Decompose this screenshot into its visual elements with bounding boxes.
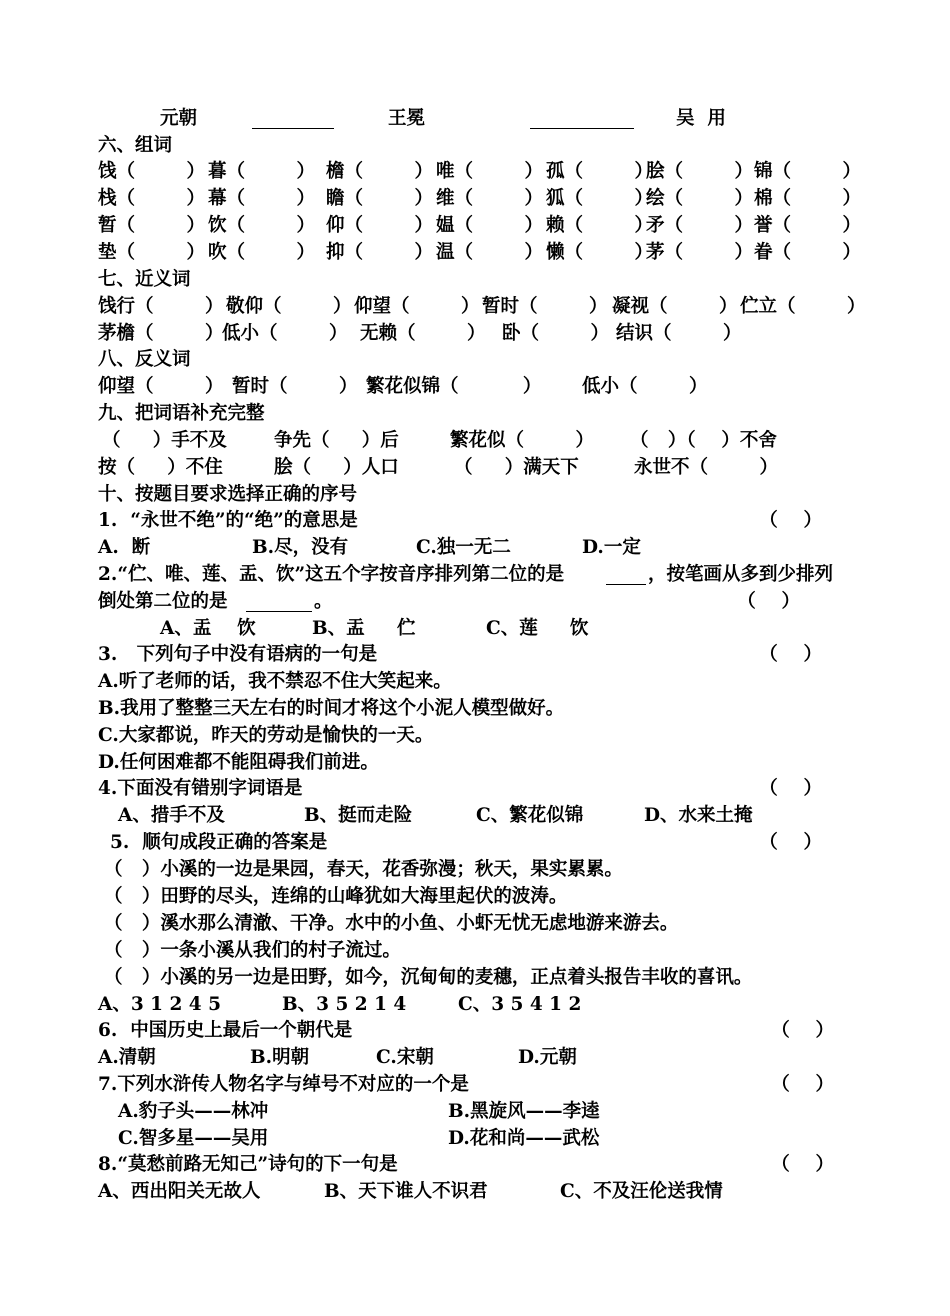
option[interactable]: B.黑旋风——李逵: [448, 1101, 600, 1122]
q4-answer-paren[interactable]: （ ）: [759, 778, 822, 799]
option[interactable]: A、盂 饮: [160, 618, 256, 639]
q6-stem-line: [98, 1018, 862, 1044]
option[interactable]: A. 断: [98, 537, 151, 558]
sec6-cell[interactable]: 誉（ ）: [754, 215, 862, 236]
q2-stem-line-1: [98, 562, 870, 588]
sec9-cell[interactable]: 脍（ ）人口: [274, 457, 399, 478]
q7-stem: 7.下列水浒传人物名字与绰号不对应的一个是: [98, 1074, 469, 1095]
option[interactable]: B.尽，没有: [252, 537, 349, 558]
sec7-cell[interactable]: 茅檐（ ）: [98, 323, 224, 344]
q3-answer-paren[interactable]: （ ）: [759, 644, 822, 665]
q2-stem-c: 倒处第二位的是: [98, 591, 228, 612]
q4-stem-line: [98, 776, 862, 802]
q5-stem: 5. 顺句成段正确的答案是: [110, 832, 328, 853]
option[interactable]: B.明朝: [250, 1047, 310, 1068]
sec6-cell[interactable]: 媪（ ）: [436, 215, 544, 236]
q3-option-d[interactable]: D.任何困难都不能阻碍我们前进。: [98, 752, 379, 773]
q5-sentence[interactable]: （ ）小溪的另一边是田野，如今，沉甸甸的麦穗，正点着头报告丰收的喜讯。: [104, 967, 753, 988]
q1-answer-paren[interactable]: （ ）: [759, 510, 822, 531]
option[interactable]: A、西出阳关无故人: [98, 1181, 261, 1202]
sec6-cell[interactable]: 赖（ ）: [546, 215, 654, 236]
option[interactable]: C.宋朝: [376, 1047, 434, 1068]
q1-stem-line: [98, 508, 862, 534]
q3-option-c[interactable]: C.大家都说，昨天的劳动是愉快的一天。: [98, 725, 434, 746]
sec9-row-1: [98, 428, 862, 454]
q4-stem: 4.下面没有错别字词语是: [98, 778, 303, 799]
sec6-cell[interactable]: 瞻（ ）: [326, 188, 434, 209]
sec7-cell[interactable]: 暂时（ ）: [482, 296, 608, 317]
sec6-cell[interactable]: 绘（ ）: [646, 188, 754, 209]
q5-answer-paren[interactable]: （ ）: [759, 832, 822, 853]
sec6-row-4: [98, 240, 862, 266]
option[interactable]: A.豹子头——林冲: [118, 1101, 269, 1122]
option[interactable]: B、3 5 2 1 4: [282, 994, 407, 1015]
q3-stem: 3. 下列句子中没有语病的一句是: [98, 644, 378, 665]
option[interactable]: C、不及汪伦送我情: [560, 1181, 723, 1202]
q5-stem-line: [98, 830, 862, 856]
option[interactable]: C.独一无二: [416, 537, 511, 558]
sec7-cell[interactable]: 低小（ ）: [222, 323, 348, 344]
sec6-cell[interactable]: 狐（ ）: [546, 188, 654, 209]
option[interactable]: C、莲 饮: [486, 618, 589, 639]
sec7-cell[interactable]: 伫立（ ）: [740, 296, 866, 317]
sec6-cell[interactable]: 暮（ ）: [208, 161, 316, 182]
q7-stem-line: [98, 1072, 862, 1098]
q2-stem-b: ，按笔画从多到少排列: [648, 564, 834, 585]
q5-sentence[interactable]: （ ）一条小溪从我们的村子流过。: [104, 940, 401, 961]
section-6-title: 六、组词: [98, 135, 173, 156]
sec7-cell[interactable]: 无赖（ ）: [360, 323, 486, 344]
q7-options-row-1: [98, 1099, 862, 1125]
sec6-cell[interactable]: 维（ ）: [436, 188, 544, 209]
option[interactable]: C、繁花似锦: [476, 805, 584, 826]
sec7-cell[interactable]: 敬仰（ ）: [226, 296, 352, 317]
sec6-cell[interactable]: 栈（ ）: [98, 188, 206, 209]
sec7-cell[interactable]: 凝视（ ）: [612, 296, 738, 317]
option[interactable]: D.元朝: [518, 1047, 577, 1068]
top-row: [98, 106, 862, 132]
q3-option-a[interactable]: A.听了老师的话，我不禁忍不住大笑起来。: [98, 671, 452, 692]
option[interactable]: A、3 1 2 4 5: [98, 994, 221, 1015]
sec6-cell[interactable]: 抑（ ）: [326, 242, 434, 263]
sec6-cell[interactable]: 茅（ ）: [646, 242, 754, 263]
sec6-cell[interactable]: 眷（ ）: [754, 242, 862, 263]
section-8-title: 八、反义词: [98, 349, 191, 370]
option[interactable]: D.一定: [582, 537, 641, 558]
sec6-row-2: [98, 186, 862, 212]
sec6-cell[interactable]: 饯（ ）: [98, 161, 206, 182]
q1-stem: 1. “永世不绝”的“绝”的意思是: [98, 510, 358, 531]
sec8-cell[interactable]: 仰望（ ）: [98, 376, 224, 397]
sec6-cell[interactable]: 孤（ ）: [546, 161, 654, 182]
sec6-cell[interactable]: 垫（ ）: [98, 242, 206, 263]
option[interactable]: A.清朝: [98, 1047, 156, 1068]
sec8-cell[interactable]: 暂时（ ）: [232, 376, 358, 397]
q2-stem-a: 2.“伫、唯、莲、盂、饮”这五个字按音序排列第二位的是: [98, 564, 565, 585]
sec9-row-2: [98, 455, 862, 481]
sec6-cell[interactable]: 矛（ ）: [646, 215, 754, 236]
sec6-cell[interactable]: 仰（ ）: [326, 215, 434, 236]
sec6-cell[interactable]: 唯（ ）: [436, 161, 544, 182]
sec6-cell[interactable]: 檐（ ）: [326, 161, 434, 182]
sec6-row-1: [98, 159, 862, 185]
q8-stem: 8.“莫愁前路无知己”诗句的下一句是: [98, 1154, 398, 1175]
sec6-cell[interactable]: 懒（ ）: [546, 242, 654, 263]
top-item-wuyong: 吴 用: [676, 108, 726, 129]
sec9-cell[interactable]: （ ）手不及: [102, 430, 227, 451]
q2-options: [98, 616, 862, 642]
sec7-cell[interactable]: 结识（ ）: [616, 323, 742, 344]
q5-sentence[interactable]: （ ）田野的尽头，连绵的山峰犹如大海里起伏的波涛。: [104, 886, 568, 907]
top-item-yuanchao: 元朝: [160, 108, 198, 129]
sec7-row-2: [98, 321, 862, 347]
q6-answer-paren[interactable]: （ ）: [771, 1020, 834, 1041]
q7-answer-paren[interactable]: （ ）: [771, 1074, 834, 1095]
sec6-cell[interactable]: 幕（ ）: [208, 188, 316, 209]
sec6-cell[interactable]: 脍（ ）: [646, 161, 754, 182]
q5-sentence[interactable]: （ ）溪水那么清澈、干净。水中的小鱼、小虾无忧无虑地游来游去。: [104, 913, 679, 934]
section-7-title: 七、近义词: [98, 269, 191, 290]
option[interactable]: B、天下谁人不识君: [324, 1181, 488, 1202]
q3-option-b[interactable]: B.我用了整整三天左右的时间才将这个小泥人模型做好。: [98, 698, 565, 719]
q2-stem-d: 。: [314, 591, 333, 612]
option[interactable]: C.智多星——吴用: [118, 1128, 269, 1149]
q1-options: [98, 535, 862, 561]
q8-options: [98, 1179, 862, 1205]
q5-sentence[interactable]: （ ）小溪的一边是果园，春天，花香弥漫；秋天，果实累累。: [104, 859, 623, 880]
q2-stem-line-2: [98, 589, 862, 615]
option[interactable]: B、挺而走险: [304, 805, 413, 826]
sec8-row-1: [98, 374, 862, 400]
q4-options: [98, 803, 862, 829]
sec7-row-1: [98, 294, 866, 320]
section-9-title: 九、把词语补充完整: [98, 403, 265, 424]
q6-options: [98, 1045, 862, 1071]
q5-options: [98, 992, 862, 1018]
sec6-cell[interactable]: 暂（ ）: [98, 215, 206, 236]
sec7-cell[interactable]: 饯行（ ）: [98, 296, 224, 317]
sec8-cell[interactable]: 繁花似锦（ ）: [366, 376, 542, 397]
option[interactable]: C、3 5 4 1 2: [458, 994, 582, 1015]
q6-stem: 6. 中国历史上最后一个朝代是: [98, 1020, 353, 1041]
sec8-cell[interactable]: 低小（ ）: [582, 376, 708, 397]
sec9-cell[interactable]: （ ）（ ）不舍: [630, 430, 777, 451]
option[interactable]: D、水来土掩: [644, 805, 753, 826]
sec9-cell[interactable]: 争先（ ）后: [274, 430, 399, 451]
sec6-row-3: [98, 213, 862, 239]
sec6-cell[interactable]: 温（ ）: [436, 242, 544, 263]
sec7-cell[interactable]: 仰望（ ）: [354, 296, 480, 317]
q8-stem-line: [98, 1152, 862, 1178]
sec6-cell[interactable]: 锦（ ）: [754, 161, 862, 182]
sec9-cell[interactable]: 按（ ）不住: [98, 457, 223, 478]
q2-answer-paren[interactable]: （ ）: [737, 591, 800, 612]
sec6-cell[interactable]: 饮（ ）: [208, 215, 316, 236]
sec9-cell[interactable]: 繁花似（ ）: [450, 430, 595, 451]
section-10-title: 十、按题目要求选择正确的序号: [98, 484, 358, 505]
sec9-cell[interactable]: （ ）满天下: [454, 457, 579, 478]
option[interactable]: B、盂 伫: [312, 618, 416, 639]
q7-options-row-2: [98, 1126, 862, 1152]
q3-stem-line: [98, 642, 862, 668]
sec6-cell[interactable]: 吹（ ）: [208, 242, 316, 263]
top-item-wangmian: 王冕: [388, 108, 426, 129]
sec9-cell[interactable]: 永世不（ ）: [634, 457, 779, 478]
sec6-cell[interactable]: 棉（ ）: [754, 188, 862, 209]
sec7-cell[interactable]: 卧（ ）: [502, 323, 610, 344]
q8-answer-paren[interactable]: （ ）: [771, 1154, 834, 1175]
option[interactable]: D.花和尚——武松: [448, 1128, 600, 1149]
option[interactable]: A、措手不及: [118, 805, 225, 826]
